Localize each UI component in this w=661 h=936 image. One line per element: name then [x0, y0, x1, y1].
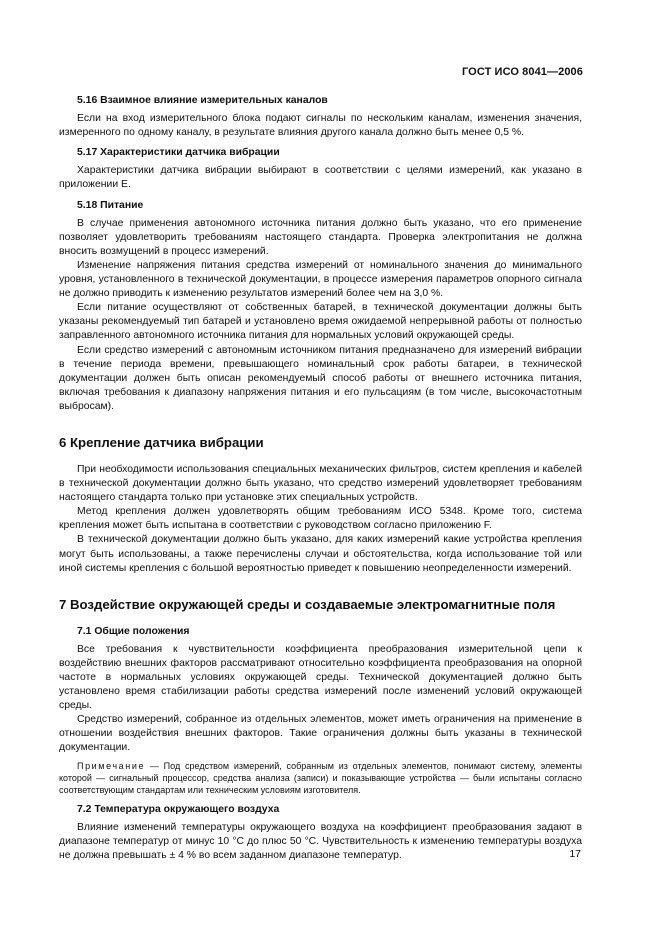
section-5-17-title: 5.17 Характеристики датчика вибрации	[77, 147, 280, 159]
section-5-16-title: 5.16 Взаимное влияние измерительных каналов	[77, 95, 328, 106]
paragraph: При необходимости использования специальных механических фильтров, систем крепления и кабелей в технической документации должно быть указано, что средство измерений удовлетворяет требованиям настоящего стандарта только при установке этих специальных устройств.	[59, 463, 582, 504]
paragraph: Метод крепления должен удовлетворять общим требованиям ИСО 5348. Кроме того, система крепления может быть испытана в соответствии с руководством согласно приложению F.	[59, 506, 582, 532]
paragraph: Влияние изменений температуры окружающего воздуха на коэффициент преобразования задают в диапазоне температур от минус 10 °С до плюс 50 °С. Чувствительность к изменению температуры воздуха не должна превышать ± 4 % во всем заданном диапазоне температур.	[59, 821, 582, 862]
section-5-18-title: 5.18 Питание	[77, 199, 144, 211]
section-7-1-title: 7.1 Общие положения	[77, 625, 190, 637]
section-7-2-title: 7.2 Температура окружающего воздуха	[77, 803, 280, 815]
note-label: Примечание	[77, 760, 146, 771]
note-text: — Под средством измерений, собранным из отдельных элементов, понимают систему, элементы которой — сигнальный процессор, средства анализа (записи) и показывающие устройства — были испытаны согласно соответствующим стандартам или техническим условиям изготовителя.	[59, 760, 582, 796]
note	[59, 760, 582, 797]
paragraph: Все требования к чувствительности коэффициента преобразования измерительной цепи к воздействию внешних факторов рассматривают относительно коэффициента преобразования на опорной частоте в нормальных условиях окружающей среды. Технической документацией должно быть установлено время стабилизации работы средства измерений после изменений условий окружающей среды.	[59, 643, 582, 712]
paragraph: Если средство измерений с автономным источником питания предназначено для измерений вибрации в течение периода времени, превышающего номинальный срок работы батареи, в технической документации должен быть описан рекомендуемый способ работы от внешнего источника питания, включая требования к диапазону напряжения питания и его пульсациям (в том числе, высокочастотным выбросам).	[59, 344, 582, 412]
section-7-title: 7 Воздействие окружающей среды и создаваемые электромагнитные поля	[59, 596, 556, 612]
page-number: 17	[569, 848, 581, 860]
document-body	[59, 94, 582, 863]
paragraph: В случае применения автономного источника питания должно быть указано, что его применение позволяет удовлетворить требованиям настоящего стандарта. Проверка электропитания не должна вносить возмущений в процесс измерений.	[59, 217, 582, 257]
paragraph: Изменение напряжения питания средства измерений от номинального значения до минимального уровня, установленного в технической документации, в процессе измерения параметров опорного сигнала не должно приводить к изменению результатов измерений более чем на 3,0 %.	[59, 259, 582, 300]
paragraph: В технической документации должно быть указано, для каких измерений какие устройства крепления могут быть использованы, а также перечислены случаи и обстоятельства, когда использование той или иной системы крепления с большой вероятностью приведет к повышению неопределенности измерений.	[59, 534, 582, 574]
paragraph: Если питание осуществляют от собственных батарей, в технической документации должны быть указаны рекомендуемый тип батарей и установлено время ожидаемой непрерывной работы от полностью заправленного автономного источника питания для нормальных условий окружающей среды.	[59, 302, 582, 342]
paragraph: Если на вход измерительного блока подают сигналы по нескольким каналам, изменения значения, измеренного по одному каналу, в результате влияния другого канала должно быть менее 0,5 %.	[59, 113, 582, 139]
section-6-title: 6 Крепление датчика вибрации	[59, 434, 264, 450]
standard-code-header: ГОСТ ИСО 8041—2006	[461, 66, 583, 78]
paragraph: Средство измерений, собранное из отдельных элементов, может иметь ограничения на применение в отношении воздействия внешних факторов. Такие ограничения должны быть указаны в технической документации.	[59, 714, 582, 754]
paragraph: Характеристики датчика вибрации выбирают в соответствии с целями измерений, как указано в приложении Е.	[59, 165, 582, 191]
